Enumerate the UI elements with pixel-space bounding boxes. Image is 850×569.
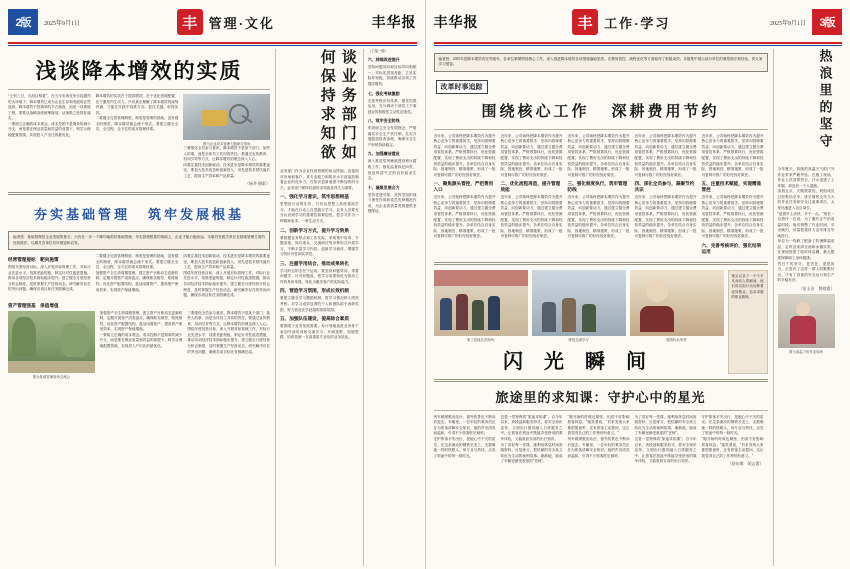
right-vertical-headline: 热浪里的坚守: [817, 49, 833, 151]
side-sub-title: 二、创新学习方式，提升学习效果: [280, 227, 349, 233]
right-column-paragraph: "趁着早上凉快，多干一点。"班长一边擦汗一边说。为了避开正午的高温时段，他们调整了作业时间，早出晚归，尽量把重体力活安排在早晚进行。: [777, 211, 835, 238]
feature-byline: （舒东娜 胡志霞）: [727, 461, 764, 467]
flash-caption: 服务标兵风采: [666, 337, 687, 342]
narrow-sub-title: 八、筑牢安全防线: [367, 118, 400, 124]
right-headline-right: 深耕费用节约: [611, 103, 720, 120]
sub-section-text: 围绕年度经营目标，深入开展对标管理工作，对标行业先进水平，找准差距短板，制定针对性改进措施，推动各项经济技术指标稳步提升。建立健全月度经营分析会制度，及时掌握生产经营动态，研究解决存在的突出问题，确保各项目标任务圆满完成。: [8, 265, 91, 292]
left-page-number: 2版: [8, 9, 38, 35]
left-masthead: [0, 0, 425, 40]
feature-paragraph: 这是一堂特殊的"旅途求知课"。自今年以来，该段创新服务形式，将安全知识宣传、文明出行倡导融入日常服务之中，让旅客在旅途中既能享受舒适的乘车体验，又能收获实用的出行知识。: [634, 437, 697, 464]
feature-paragraph: 为了讲好每一堂课，她利用休息时间查阅资料、反复练习，把枯燥的安全条文转化为生动的案例故事。渐渐地，她成了车厢里最受欢迎的"老师"。: [500, 442, 563, 464]
right-lead-body: 近年来，公司始终把降本增效作为提升核心竞争力的重要抓手，坚持向管理要效益、向创新要动力，通过建立健全费用管控体系，严格预算执行，优化资源配置，实现了费用支出的持续下降和经营效益的稳步提升。各单位结合自身实际，因地制宜、精准施策，形成了一批可复制可推广的好经验好做法。: [433, 133, 496, 177]
right-masthead: [426, 0, 850, 40]
narrow-sub-text: 完善考核评价体系，强化结果运用，充分调动干部员工干事创业的积极性主动性创造性。: [367, 98, 417, 114]
right-lead-body: 近年来，公司始终把降本增效作为提升核心竞争力的重要抓手，坚持向管理要效益、向创新要动力，通过建立健全费用管控体系，严格预算执行，优化资源配置，实现了费用支出的持续下降和经营效益的稳步提升。各单位结合自身实际，因地制宜、精准施策，形成了一批可复制可推广的好经验好做法。: [567, 133, 630, 177]
right-column-paragraph: 烈日下的坚守，是责任，更是担当。正是有了这样一群人的默默付出，才有了设备的安全运行和生产的平稳有序。: [777, 261, 835, 283]
lead-paragraph: 三要强化全员参与意识。降本增效不是某个部门、某些人的事，而是全体员工共同的责任。要通过宣传教育、培训引导等方式，让降本增效的理念深入人心。: [183, 146, 270, 162]
narrow-sub-title: 九、加强廉洁建设: [367, 151, 400, 157]
sub-section-text: 三要强化全员参与意识。降本增效不是某个部门、某些人的事，而是全体员工共同的责任。要通过宣传教育、培训引导等方式，让降本增效的理念深入人心。: [187, 310, 270, 326]
feature-paragraph: "刚开始的时候也紧张，怕讲不好影响旅客休息。"她笑着说，"后来发现大家都很愿意听，还有旅客主动提问，这让我觉得自己的工作特别有意义。": [567, 414, 630, 436]
right-lead-body: 近年来，公司始终把降本增效作为提升核心竞争力的重要抓手，坚持向管理要效益、向创新要动力，通过建立健全费用管控体系，严格预算执行，优化资源配置，实现了费用支出的持续下降和经营效益的稳步提升。各单位结合自身实际，因地制宜、精准施策，形成了一批可复制可推广的好经验好做法。: [701, 133, 764, 177]
feature-paragraph: "刚开始的时候也紧张，怕讲不好影响旅客休息。"她笑着说，"后来发现大家都很愿意听，还有旅客主动提问，这让我觉得自己的工作特别有意义。": [701, 437, 764, 458]
second-headline-right: 筑牢发展根基: [148, 207, 245, 223]
flash-side-text: 镜头记录下一个个平凡而动人的瞬间，他们用实际行动诠释着爱岗敬业、追求卓越的职业精神。: [731, 273, 764, 299]
feature-paragraph: 这是一堂特殊的"旅途求知课"。自今年以来，该段创新服务形式，将安全知识宣传、文明出行倡导融入日常服务之中，让旅客在旅途中既能享受舒适的乘车体验，又能收获实用的出行知识。: [500, 414, 563, 442]
right-subhead: 二、优化流程再造，提升管理效能: [500, 181, 561, 193]
narrow-sub-title: 十、凝聚发展合力: [367, 184, 400, 190]
feature-paragraph: 守护旅客平安出行，是她心中不灭的星光。在这条流动的钢铁长龙上，无数像她一样的铁路人，用专业与热忱，点亮了旅途中的每一段时光。: [701, 414, 764, 436]
right-banner-note: 编者按：2025年是降本增效攻坚突破年，各单位紧紧围绕核心工作，深入推进降本增效各项措施落地见效，在费用管控、流程优化等方面取得了积极成效。本版集中展示部分单位的典型做法和经验，供大家学习借鉴。: [434, 53, 768, 72]
narrow-sub-text: 坚持党建引领，发挥党组织战斗堡垒作用和党员先锋模范作用，为企业高质量发展提供坚强保证。: [367, 192, 417, 214]
lead-paragraph: 二要健全完善管理制度。制度是管理的基础，没有健全的制度，降本增效就会流于形式。要建立健全全员、全过程、全方位的成本管理体系。: [95, 116, 179, 132]
right-lead-body: 近年来，公司始终把降本增效作为提升核心竞争力的重要抓手，坚持向管理要效益、向创新要动力，通过建立健全费用管控体系，严格预算执行，优化资源配置，实现了费用支出的持续下降和经营效益的稳步提升。各单位结合自身实际，因地制宜、精准施策，形成了一批可复制可推广的好经验好做法。: [500, 195, 563, 239]
lead-headline: 浅谈降本增效的实质: [35, 59, 243, 83]
flash-photo: [434, 270, 528, 336]
right-subhead: 六、完善考核评价，强化结果运用: [701, 242, 762, 254]
lead-photo: [183, 94, 270, 140]
sub-section-text: 四要注重技术创新驱动。技术进步是降本增效的重要途径，要加大技术改造和创新投入，用先进技术替代落后工艺，提高生产效率和产品质量。: [183, 254, 270, 270]
sub-section-text: 围绕年度经营目标，深入开展对标管理工作，对标行业先进水平，找准差距短板，制定针对性改进措施，推动各项经济技术指标稳步提升。建立健全月度经营分析会制度，及时掌握生产经营动态，研究解决存在的突出问题，确保各项目标任务圆满完成。: [183, 270, 270, 298]
side-sub-text: 学习的目的全在于运用。要坚持问题导向，带着问题学、针对问题改，把学习成果转化为推动工作的具体举措，转化为服务客户的实际能力。: [280, 268, 359, 284]
flash-photo: [532, 270, 626, 336]
second-article: [8, 200, 270, 378]
lead-paragraph: 一要树立正确的成本观念。成本控制不是简单的减少开支，而是要在保证质量和效益的前提下，科学合理地配置资源，实现投入产出比的最优化。: [8, 121, 91, 137]
side-column: [276, 49, 364, 566]
right-column-body: 今年夏天，持续的高温天气给户外作业带来严峻考验。在施工现场，作业人员顶着烈日，汗水浸透了工作服，却没有一个人退缩。: [777, 167, 835, 188]
flash-section: [434, 270, 768, 374]
masthead-rule: [434, 42, 843, 44]
feature-paragraph: 列车缓缓驶出站台，窗外的景色不断向后退去。车厢里，一位年轻的乘务员正在为旅客讲解安全知识，她的声音清亮而温和，引得不少旅客驻足倾听。: [433, 414, 496, 436]
right-lead-body: 近年来，公司始终把降本增效作为提升核心竞争力的重要抓手，坚持向管理要效益、向创新要动力，通过建立健全费用管控体系，严格预算执行，优化资源配置，实现了费用支出的持续下降和经营效益的稳步提升。各单位结合自身实际，因地制宜、精准施策，形成了一批可复制可推广的好经验好做法。: [701, 195, 764, 239]
right-subhead: 三、强化制度执行，筑牢管理防线: [567, 181, 628, 193]
lead-paragraph: 四要注重技术创新驱动。技术进步是降本增效的重要途径，要加大技术改造和创新投入，用先进技术替代落后工艺，提高生产效率和产品质量。: [183, 162, 270, 178]
narrow-sub-title: 六、持续改进提升: [367, 57, 400, 63]
right-section-title: 工作·学习: [604, 15, 671, 31]
right-page-number: 3版: [812, 9, 842, 35]
lead-article: [8, 55, 270, 187]
lead-paragraph: 降本增效的实质在于提质增效，在于优化资源配置，在于激发内生动力。只有真正理解了降本增效的深刻内涵，才能在实践中找准方向、抓住关键、取得实效。: [95, 94, 179, 115]
right-page: [426, 0, 850, 569]
side-sub-title: 四、营造学习氛围，形成长效机制: [280, 288, 349, 294]
flash-photo: [630, 270, 724, 336]
left-section-title: 管理·文化: [208, 15, 275, 31]
flash-caption: 职工技能比武现场: [466, 337, 495, 342]
sub-section-text: 二要健全完善管理制度。制度是管理的基础，没有健全的制度，降本增效就会流于形式。要建立健全全员、全过程、全方位的成本管理体系。: [95, 254, 179, 270]
sub-section-text: 一要树立正确的成本观念。成本控制不是简单的减少开支，而是要在保证质量和效益的前提下，科学合理地配置资源，实现投入产出比的最优化。: [99, 332, 183, 349]
side-sub-title: 五、加强队伍建设，提高综合素质: [280, 316, 349, 322]
right-lead-body: 近年来，公司始终把降本增效作为提升核心竞争力的重要抓手，坚持向管理要效益、向创新要动力，通过建立健全费用管控体系，严格预算执行，优化资源配置，实现了费用支出的持续下降和经营效益的稳步提升。各单位结合自身实际，因地制宜、精准施策，形成了一批可复制可推广的好经验好做法。: [634, 195, 697, 239]
paper-logo-icon: 丰: [572, 9, 598, 35]
sub-section-title: 资产管理强基 保值增值: [8, 302, 59, 308]
second-headline-left: 夯实基础管理: [33, 207, 130, 223]
flash-title: 闪 光 瞬 间: [503, 350, 654, 373]
feature-paragraph: 列车缓缓驶出站台，窗外的景色不断向后退去。车厢里，一位年轻的乘务员正在为旅客讲解安全知识，她的声音清亮而温和，引得不少旅客驻足倾听。: [567, 437, 630, 458]
second-summary: 编者按：基础管理是企业发展的基石，只有在一步一个脚印地抓好基础管理、夯实管理根基的基础上，企业才能行稳致远。本版刊发相关单位在基础管理方面的经验做法，以期对各单位有所借鉴和启发。: [8, 231, 270, 250]
masthead-rule: [8, 42, 417, 44]
sub-section-text: 加强资产全生命周期管理，建立资产台账动态更新机制，定期开展资产清查盘点，确保账实相符、账账相符。优化资产配置结构，盘活闲置资产，提高资产使用效率，实现资产保值增值。: [95, 270, 179, 292]
sub-section-title: 经营管理提标 靶向施策: [8, 257, 59, 263]
sub-section-text: 加强资产全生命周期管理，建立资产台账动态更新机制，定期开展资产清查盘点，确保账实相符、账账相符。优化资产配置结构，盘活闲置资产，提高资产使用效率，实现资产保值增值。: [99, 310, 183, 332]
left-date: 2025年9月1日: [44, 20, 81, 27]
second-photo: [8, 311, 95, 373]
kicker-badge: 改革时事追踪: [436, 80, 488, 94]
right-lead-body: 近年来，公司始终把降本增效作为提升核心竞争力的重要抓手，坚持向管理要效益、向创新要动力，通过建立健全费用管控体系，严格预算执行，优化资源配置，实现了费用支出的持续下降和经营效益的稳步提升。各单位结合自身实际，因地制宜、精准施策，形成了一批可复制可推广的好经验好做法。: [500, 133, 563, 177]
side-sub-text: 思想是行动的先导，只有从思想上高度重视学习，才能在行动上自觉践行学习。业务人员要充分认识到学习的重要性和紧迫性，把学习作为一种精神追求、一种生活方式。: [280, 202, 359, 223]
right-column-paragraph: 清晨五点，天刚蒙蒙亮，班组成员已经集结完毕。班长简短交代当天的作业任务和安全注意事项后，大家迅速进入各自岗位。: [777, 189, 835, 210]
feature-paragraph: 守护旅客平安出行，是她心中不灭的星光。在这条流动的钢铁长龙上，无数像她一样的铁路人，用专业与热忱，点亮了旅途中的每一段时光。: [433, 437, 496, 458]
right-lead-body: 近年来，公司始终把降本增效作为提升核心竞争力的重要抓手，坚持向管理要效益、向创新要动力，通过建立健全费用管控体系，严格预算执行，优化资源配置，实现了费用支出的持续下降和经营效益的稳步提升。各单位结合自身实际，因地制宜、精准施策，形成了一批可复制可推广的好经验好做法。: [634, 133, 697, 177]
right-vertical-column: [774, 49, 835, 566]
side-sub-text: 要建立健全学习激励机制，将学习情况纳入绩效考核，对学习成效显著的个人和团队给予表彰奖励，努力营造比学赶超的浓厚氛围。: [280, 296, 359, 312]
right-lead-body: 近年来，公司始终把降本增效作为提升核心竞争力的重要抓手，坚持向管理要效益、向创新要动力，通过建立健全费用管控体系，严格预算执行，优化资源配置，实现了费用支出的持续下降和经营效益的稳步提升。各单位结合自身实际，因地制宜、精准施策，形成了一批可复制可推广的好经验好做法。: [567, 195, 630, 239]
lead-paragraph: “士别三日，当刮目相看”。在当今市场竞争日趋激烈的大环境下，降本增效已成为企业生存和发展的必然选择。降本增效不是简单的节衣缩食，而是一项系统工程，需要从战略高度统筹谋划，从细微之处抓好落实。: [8, 94, 91, 121]
side-vertical-headline: 谈业务部门如何保持求知欲: [318, 49, 356, 163]
right-column-photo: [778, 294, 835, 348]
side-sub-title: 一、强化学习意识，筑牢思想根基: [280, 194, 349, 200]
right-paper-name: 丰华报: [433, 16, 479, 31]
flash-caption: 班组交流学习: [568, 337, 589, 342]
lead-byline: （杨华 摄影）: [245, 181, 270, 187]
narrow-sub-title: 七、强化考核激励: [367, 90, 400, 96]
right-date: 2025年9月1日: [769, 20, 806, 27]
second-photo-caption: 图为基础管理现场交流会: [32, 374, 70, 379]
right-subhead: 五、注重技术赋能，实现精准管控: [701, 181, 762, 193]
feature-paragraph: 为了讲好每一堂课，她利用休息时间查阅资料、反复练习，把枯燥的安全条文转化为生动的案例故事。渐渐地，她成了车厢里最受欢迎的"老师"。: [634, 414, 697, 436]
right-column-photo-caption: 图为高温下的作业现场: [789, 349, 823, 354]
right-subhead: 四、深化全员参与，凝聚节约共识: [634, 181, 695, 193]
right-lead-body: 近年来，公司始终把降本增效作为提升核心竞争力的重要抓手，坚持向管理要效益、向创新要动力，通过建立健全费用管控体系，严格预算执行，优化资源配置，实现了费用支出的持续下降和经营效益的稳步提升。各单位结合自身实际，因地制宜、精准施策，形成了一批可复制可推广的好经验好做法。: [433, 195, 496, 239]
right-column-paragraph: 单位为一线职工配备了防暑降温用品，定时送来绿豆汤和冰镇饮料，在现场搭建了临时休息棚，最大限度保障职工身体健康。: [777, 239, 835, 260]
narrow-sub-text: 牢固树立安全发展理念，严格落实安全生产责任制，扎实开展隐患排查治理，确保安全生产形势持续稳定。: [367, 126, 417, 147]
narrow-column: [364, 49, 417, 566]
side-sub-text: 要着眼于业务发展需要，有计划地选派业务骨干参加外部培训和交流学习，开阔视野、拓展思路，培养造就一支高素质专业化的业务队伍。: [280, 324, 359, 340]
sub-section-text: 围绕年度经营目标，深入开展对标管理工作，对标行业先进水平，找准差距短板，制定针对性改进措施，推动各项经济技术指标稳步提升。建立健全月度经营分析会制度，及时掌握生产经营动态，研究解决存在的突出问题，确保各项目标任务圆满完成。: [187, 327, 270, 354]
feature-article: [434, 387, 768, 468]
side-body: 业务部门作为企业经营管理的前沿阵地，直接面对市场和客户，其专业能力和知识水平直接影响着企业的竞争力。在知识更新速度不断加快的今天，业务部门保持旺盛的求知欲显得尤为重要。: [280, 169, 359, 190]
right-headline-left: 围绕核心工作: [481, 103, 590, 120]
left-paper-name: 丰华报: [371, 16, 417, 31]
feature-headline: 旅途里的求知课：守护心中的星光: [495, 389, 706, 405]
narrow-sub-text: 坚持问题导向和目标导向相统一，对标先进找差距，立足实际补短板，持续推动各项工作提质增效。: [367, 65, 417, 86]
narrow-sub-text: 深入推进党风廉政建设和反腐败工作，强化监督执纪问责，营造风清气正的良好政治生态。: [367, 159, 417, 181]
right-column-byline: （张玉洁 曾晓霞）: [798, 285, 835, 291]
side-sub-title: 三、注重学用结合，推动成果转化: [280, 260, 349, 266]
right-subhead: 一、聚焦源头管控，严把费用入口: [433, 181, 494, 193]
lead-photo-caption: 图为企业成本管理专题研讨现场: [202, 142, 251, 146]
paper-logo-icon: 丰: [177, 9, 203, 35]
narrow-header: （上接一版）: [367, 49, 389, 53]
side-sub-text: 要根据业务特点和工作实际，采取集中培训、专题讲座、岗位练兵、交流研讨等多种形式开展学习，不断丰富学习内容，创新学习载体，增强学习的针对性和实效性。: [280, 235, 359, 257]
